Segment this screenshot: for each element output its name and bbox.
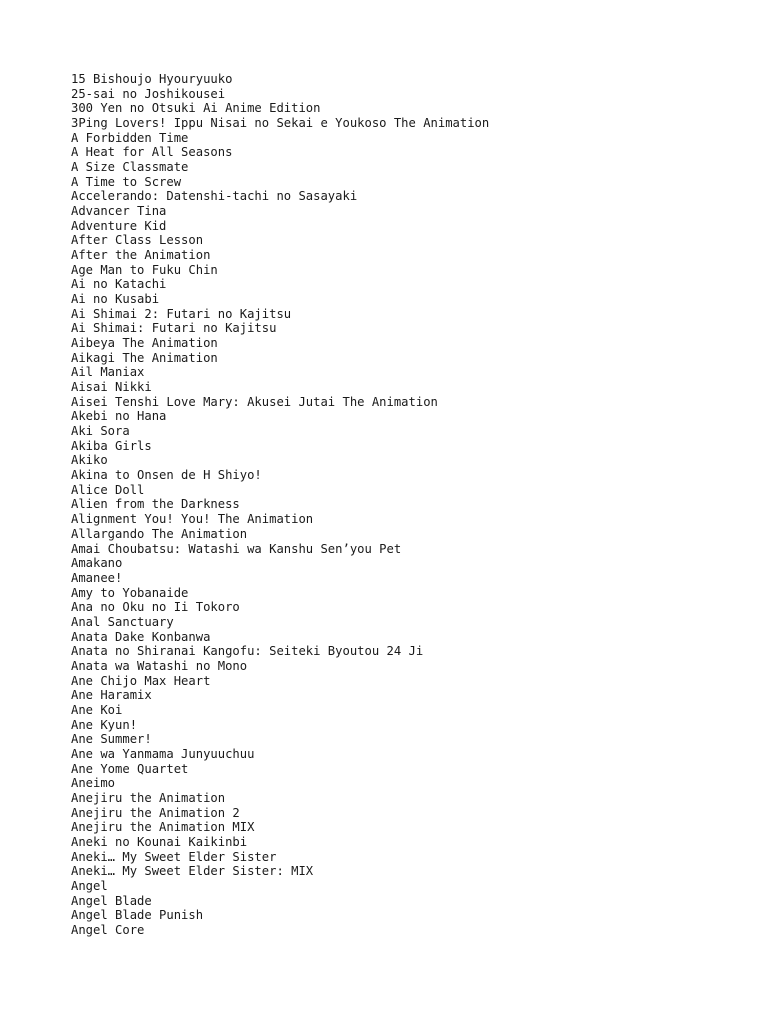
document-line: Amakano	[71, 556, 123, 571]
document-line: Ane Yome Quartet	[71, 761, 189, 776]
document-line: Anata no Shiranai Kangofu: Seiteki Byoutou 24 Ji	[71, 644, 424, 659]
document-line: Ai no Kusabi	[71, 292, 160, 307]
document-line: Akina to Onsen de H Shiyo!	[71, 468, 262, 483]
document-line: Alien from the Darkness	[71, 497, 240, 512]
document-line: Aneimo	[71, 776, 116, 791]
document-line: Amai Choubatsu: Watashi wa Kanshu Sen’you Pet	[71, 541, 402, 556]
document-line: 3Ping Lovers! Ippu Nisai no Sekai e Youkoso The Animation	[71, 116, 490, 131]
document-line: Akiko	[71, 453, 108, 468]
document-line: Anal Sanctuary	[71, 614, 174, 629]
document-line: Aneki… My Sweet Elder Sister	[71, 849, 277, 864]
document-line: Angel Blade	[71, 893, 152, 908]
document-line: Angel Blade Punish	[71, 908, 204, 923]
document-line: Angel	[71, 878, 108, 893]
document-line: Ane Chijo Max Heart	[71, 673, 211, 688]
document-line: Ai Shimai: Futari no Kajitsu	[71, 321, 277, 336]
document-line: Ane Summer!	[71, 732, 152, 747]
document-line: Ane wa Yanmama Junyuuchuu	[71, 746, 255, 761]
document-line: Anata Dake Konbanwa	[71, 629, 211, 644]
document-line: Ane Haramix	[71, 688, 152, 703]
document-line: Amy to Yobanaide	[71, 585, 189, 600]
document-line: Alignment You! You! The Animation	[71, 512, 314, 527]
document-line: Ane Kyun!	[71, 717, 138, 732]
document-line: Amanee!	[71, 570, 123, 585]
document-line: Aki Sora	[71, 424, 130, 439]
document-line: Akiba Girls	[71, 438, 152, 453]
document-line: 300 Yen no Otsuki Ai Anime Edition	[71, 101, 321, 116]
document-line: After Class Lesson	[71, 233, 204, 248]
document-line: Ail Maniax	[71, 365, 145, 380]
document-line: Allargando The Animation	[71, 526, 248, 541]
document-line: Aikagi The Animation	[71, 350, 218, 365]
document-line: Aisai Nikki	[71, 380, 152, 395]
document-line: Angel Core	[71, 922, 145, 937]
document-line: Ai Shimai 2: Futari no Kajitsu	[71, 306, 292, 321]
document-line: A Size Classmate	[71, 160, 189, 175]
document-line: Ana no Oku no Ii Tokoro	[71, 600, 240, 615]
document-line: Aisei Tenshi Love Mary: Akusei Jutai The Animation	[71, 394, 438, 409]
document-text	[71, 72, 751, 938]
document-line: Anata wa Watashi no Mono	[71, 658, 248, 673]
document-line: After the Animation	[71, 248, 211, 263]
document-line: A Forbidden Time	[71, 130, 189, 145]
document-line: Ane Koi	[71, 702, 123, 717]
document-line: Age Man to Fuku Chin	[71, 262, 218, 277]
document-line: Anejiru the Animation 2	[71, 805, 240, 820]
document-line: Adventure Kid	[71, 218, 167, 233]
document-line: Ai no Katachi	[71, 277, 167, 292]
document-line: A Heat for All Seasons	[71, 145, 233, 160]
document-line: Anejiru the Animation	[71, 790, 226, 805]
document-line: Aibeya The Animation	[71, 336, 218, 351]
document-line: Aneki… My Sweet Elder Sister: MIX	[71, 864, 314, 879]
document-line: Aneki no Kounai Kaikinbi	[71, 834, 248, 849]
document-line: 15 Bishoujo Hyouryuuko	[71, 72, 233, 86]
document-line: Accelerando: Datenshi-tachi no Sasayaki	[71, 189, 358, 204]
document-line: Akebi no Hana	[71, 409, 167, 424]
document-line: Anejiru the Animation MIX	[71, 820, 255, 835]
document-line: A Time to Screw	[71, 174, 182, 189]
document-line: 25-sai no Joshikousei	[71, 86, 226, 101]
document-line: Advancer Tina	[71, 204, 167, 219]
document-line: Alice Doll	[71, 482, 145, 497]
